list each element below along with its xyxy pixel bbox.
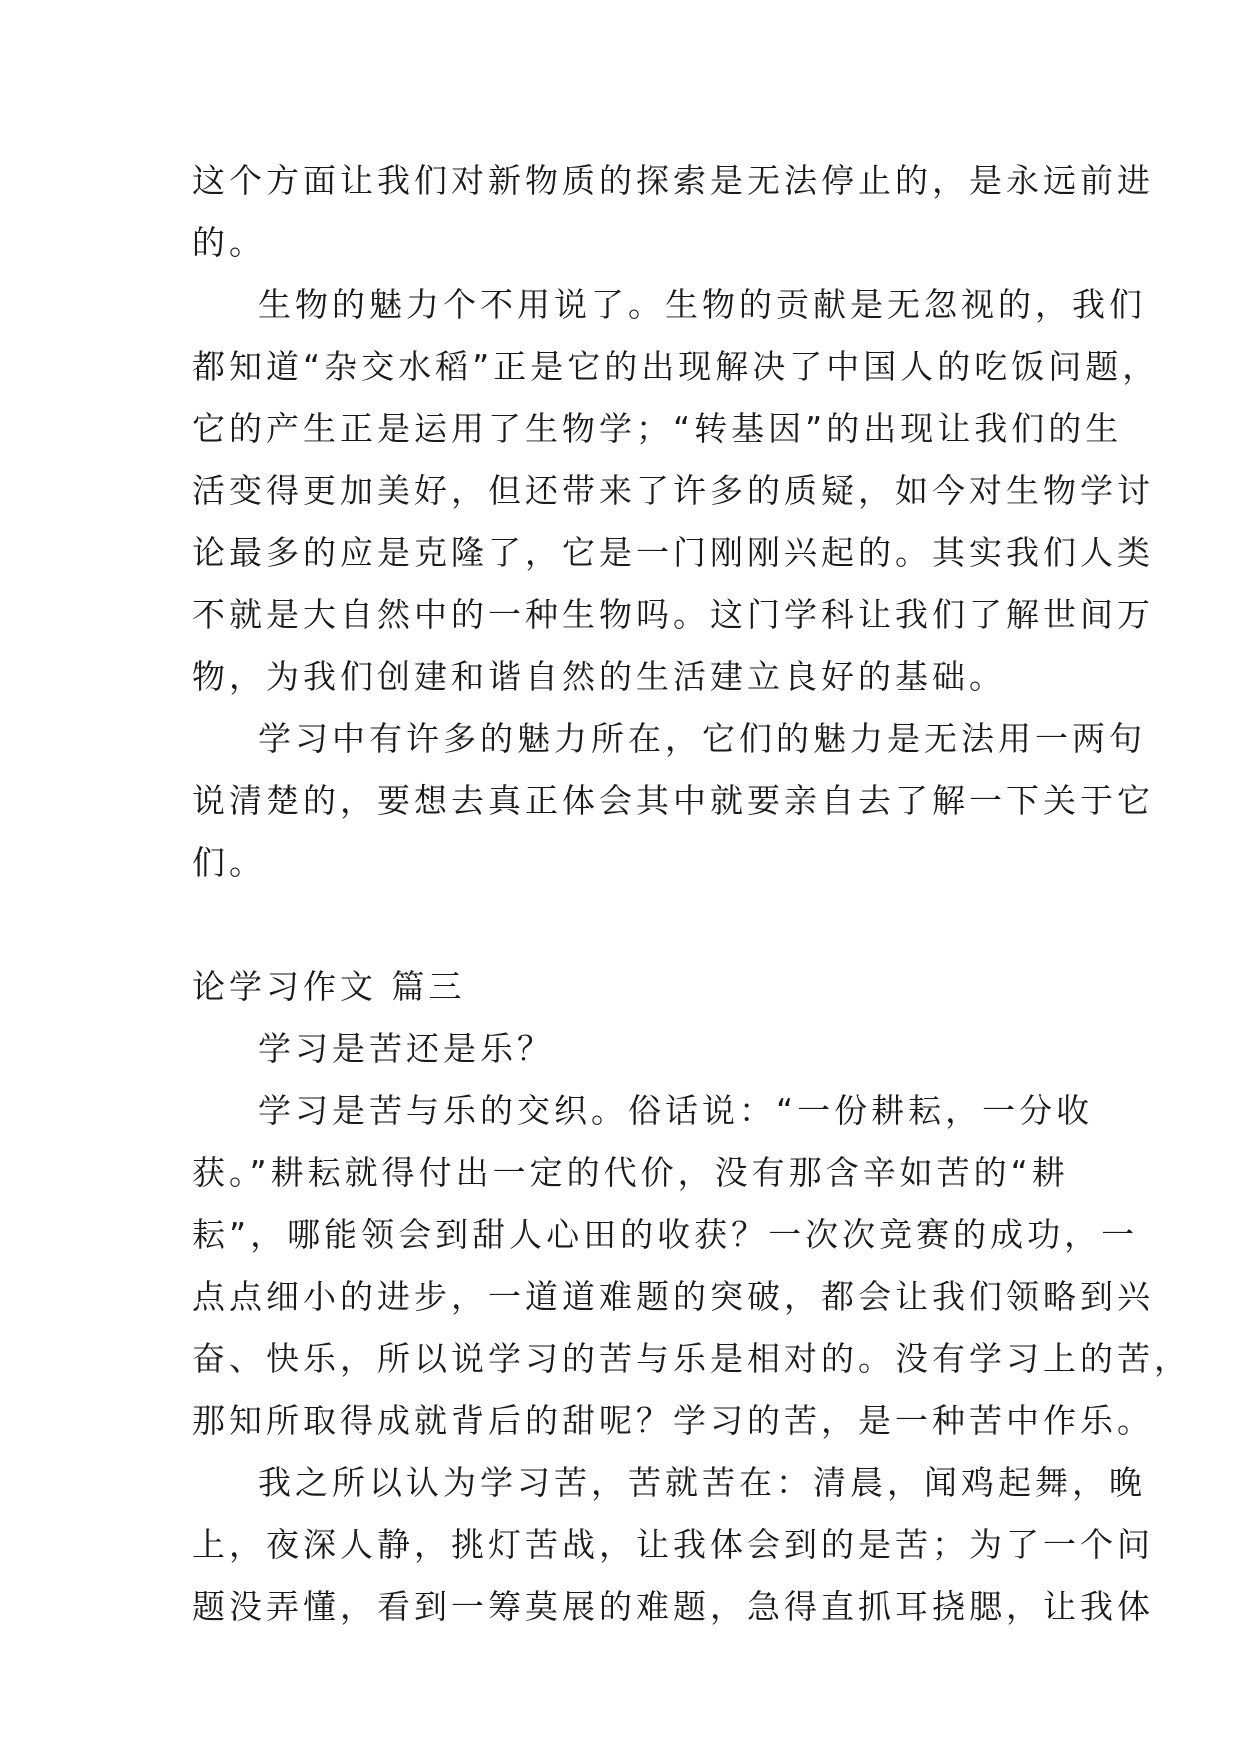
text-line: 点点细小的进步，一道道难题的突破，都会让我们领略到兴 bbox=[192, 1277, 1154, 1316]
text-line: 上，夜深人静，挑灯苦战，让我体会到的是苦；为了一个问 bbox=[192, 1525, 1154, 1564]
section-title: 论学习作文 篇三 bbox=[192, 967, 466, 1006]
text-line: 题没弄懂，看到一筹莫展的难题，急得直抓耳挠腮，让我体 bbox=[192, 1587, 1154, 1626]
text-line: 都知道“杂交水稻”正是它的出现解决了中国人的吃饭问题， bbox=[192, 347, 1160, 386]
text-line: 的。 bbox=[192, 223, 266, 262]
paragraph-line: 学习中有许多的魅力所在，它们的魅力是无法用一两句 bbox=[258, 719, 1146, 758]
text-line: 获。”耕耘就得付出一定的代价，没有那含辛如苦的“耕 bbox=[192, 1153, 1069, 1192]
text-line: 奋、快乐，所以说学习的苦与乐是相对的。没有学习上的苦， bbox=[192, 1339, 1191, 1378]
document-body bbox=[192, 150, 1191, 1638]
text-line: 们。 bbox=[192, 843, 266, 882]
paragraph-line: 我之所以认为学习苦，苦就苦在：清晨，闻鸡起舞，晚 bbox=[258, 1463, 1146, 1502]
text-line: 它的产生正是运用了生物学；“转基因”的出现让我们的生 bbox=[192, 409, 1123, 448]
subtitle: 学习是苦还是乐？ bbox=[258, 1029, 554, 1068]
text-line: 说清楚的，要想去真正体会其中就要亲自去了解一下关于它 bbox=[192, 781, 1154, 820]
text-line: 这个方面让我们对新物质的探索是无法停止的，是永远前进 bbox=[192, 161, 1154, 200]
text-line: 耘”，哪能领会到甜人心田的收获？一次次竞赛的成功，一 bbox=[192, 1215, 1139, 1254]
paragraph-line: 生物的魅力个不用说了。生物的贡献是无忽视的，我们 bbox=[258, 285, 1146, 324]
text-line: 那知所取得成就背后的甜呢？学习的苦，是一种苦中作乐。 bbox=[192, 1401, 1154, 1440]
paragraph-line: 学习是苦与乐的交织。俗话说：“一份耕耘，一分收 bbox=[258, 1091, 1094, 1130]
text-line: 不就是大自然中的一种生物吗。这门学科让我们了解世间万 bbox=[192, 595, 1154, 634]
text-line: 活变得更加美好，但还带来了许多的质疑，如今对生物学讨 bbox=[192, 471, 1154, 510]
text-line: 物，为我们创建和谐自然的生活建立良好的基础。 bbox=[192, 657, 1006, 696]
text-line: 论最多的应是克隆了，它是一门刚刚兴起的。其实我们人类 bbox=[192, 533, 1154, 572]
